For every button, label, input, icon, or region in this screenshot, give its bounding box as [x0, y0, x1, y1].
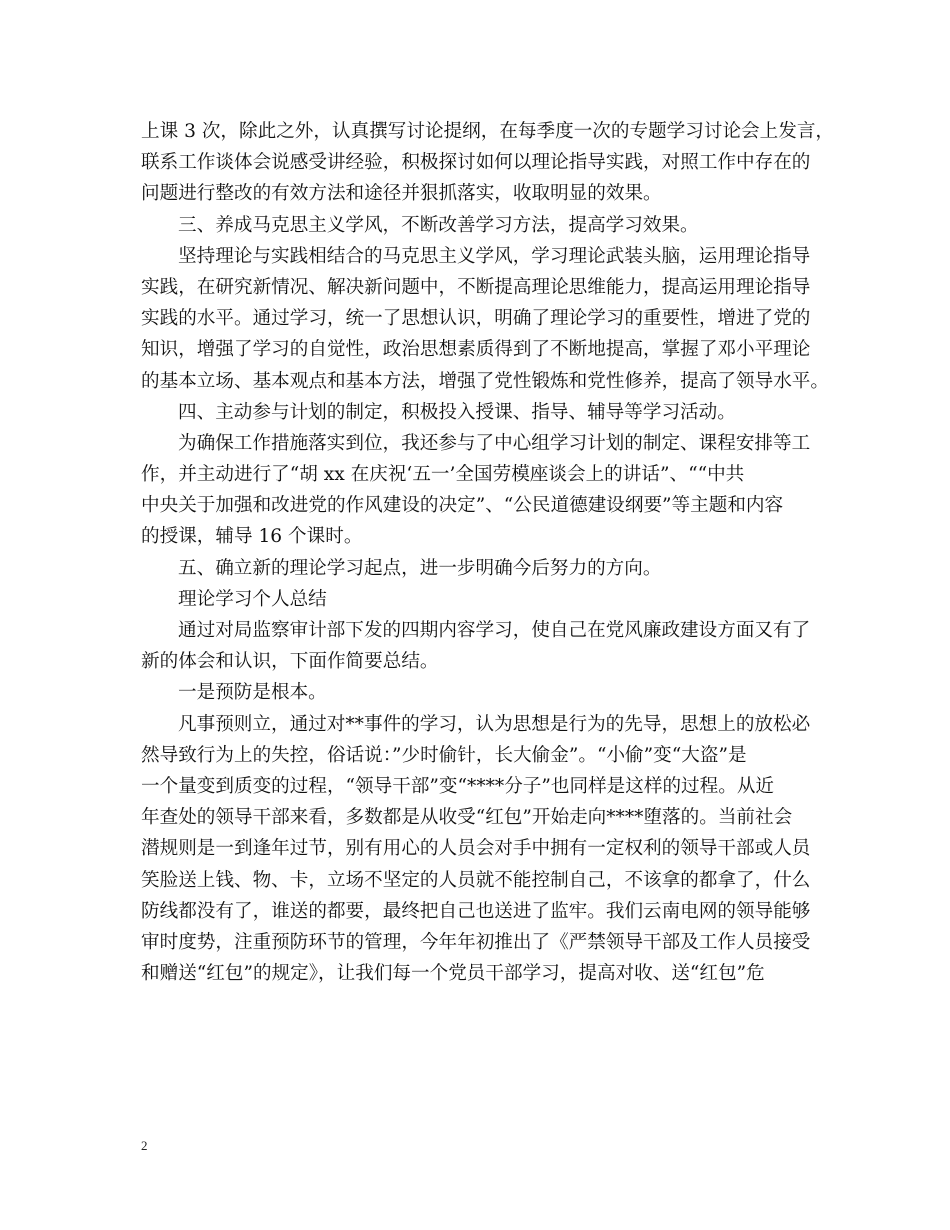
text-line: 笑脸送上钱、物、卡，立场不坚定的人员就不能控制自己，不该拿的都拿了，什么: [141, 869, 811, 891]
text-line: 和赠送“红包”的规定》，让我们每一个党员干部学习，提高对收、送“红包”危: [141, 963, 765, 985]
text-line: 凡事预则立，通过对**事件的学习，认为思想是行为的先导，思想上的放松必: [178, 713, 811, 735]
text-line: 然导致行为上的失控，俗话说：”少时偷针，长大偷金”。“小偷”变“大盗”是: [141, 744, 747, 766]
text-line: 五、确立新的理论学习起点，进一步明确今后努力的方向。: [178, 557, 662, 579]
text-line: 一是预防是根本。: [178, 682, 327, 704]
text-line: 实践，在研究新情况、解决新问题中，不断提高理论思维能力，提高运用理论指导: [141, 276, 811, 298]
text-line: 中央关于加强和改进党的作风建设的决定”、“公民道德建设纲要”等主题和内容: [141, 495, 784, 517]
text-line: 的授课，辅导 16 个课时。: [141, 526, 363, 548]
text-line: 潜规则是一到逢年过节，别有用心的人员会对手中拥有一定权利的领导干部或人员: [141, 838, 811, 860]
text-line: 通过对局监察审计部下发的四期内容学习，使自己在党风廉政建设方面又有了: [178, 620, 811, 641]
text-line: 问题进行整改的有效方法和途径并狠抓落实，收取明显的效果。: [141, 183, 662, 205]
text-line: 的基本立场、基本观点和基本方法，增强了党性锻炼和党性修养，提高了领导水平。: [141, 370, 829, 392]
page-number: 2: [141, 1138, 148, 1153]
text-line: 联系工作谈体会说感受讲经验，积极探讨如何以理论指导实践，对照工作中存在的: [141, 152, 811, 174]
text-line: 知识，增强了学习的自觉性，政治思想素质得到了不断地提高，掌握了邓小平理论: [141, 339, 811, 361]
text-line: 实践的水平。通过学习，统一了思想认识，明确了理论学习的重要性，增进了党的: [141, 308, 811, 330]
text-line: 理论学习个人总结: [178, 588, 327, 610]
text-line: 为确保工作措施落实到位，我还参与了中心组学习计划的制定、课程安排等工: [178, 432, 811, 454]
text-line: 防线都没有了，谁送的都要，最终把自己也送进了监牢。我们云南电网的领导能够: [141, 900, 811, 922]
document-body: [141, 116, 835, 989]
text-line: 上课 3 次，除此之外，认真撰写讨论提纲，在每季度一次的专题学习讨论会上发言，: [141, 121, 835, 142]
text-line: 年查处的领导干部来看，多数都是从收受“红包”开始走向****堕落的。当前社会: [141, 807, 793, 829]
text-line: 四、主动参与计划的制定，积极投入授课、指导、辅导等学习活动。: [178, 401, 736, 423]
text-line: 一个量变到质变的过程，“领导干部”变“****分子”也同样是这样的过程。从近: [141, 775, 775, 797]
text-line: 新的体会和认识，下面作简要总结。: [141, 651, 439, 673]
text-line: 作，并主动进行了“胡 xx 在庆祝‘五一’全国劳模座谈会上的讲话”、““中共: [141, 464, 745, 486]
text-line: 审时度势，注重预防环节的管理，今年年初推出了《严禁领导干部及工作人员接受: [141, 931, 811, 953]
text-line: 坚持理论与实践相结合的马克思主义学风，学习理论武装头脑，运用理论指导: [178, 245, 811, 267]
text-line: 三、养成马克思主义学风，不断改善学习方法，提高学习效果。: [178, 214, 699, 236]
